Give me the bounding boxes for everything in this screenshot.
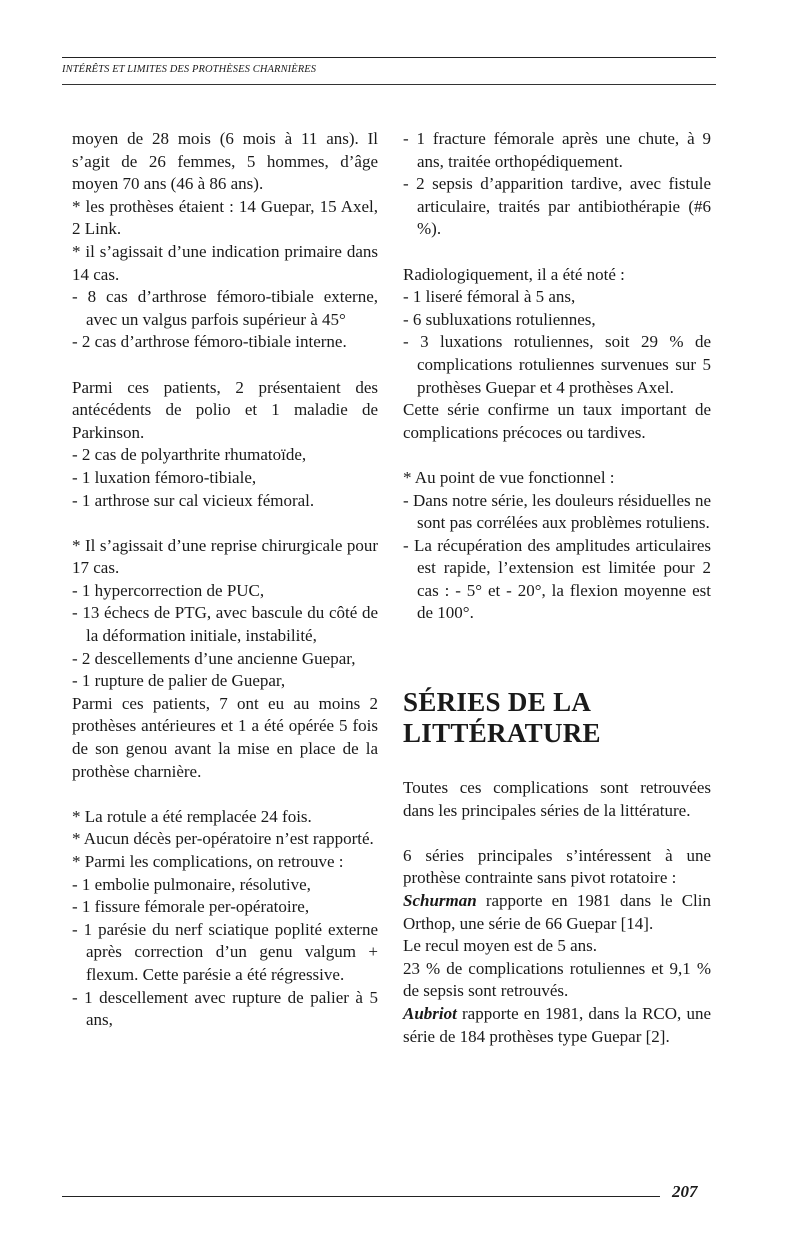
list-item: - 1 hypercorrection de PUC,: [72, 580, 265, 600]
paragraph: Le recul moyen est de 5 ans.: [403, 936, 598, 956]
header-rule: [62, 57, 716, 58]
list-item: - 1 luxation fémoro-tibiale,: [72, 467, 257, 487]
left-column: [72, 128, 378, 1032]
list-item: - 2 cas d’arthrose fémoro-tibiale interne.: [72, 332, 347, 352]
paragraph: [403, 890, 711, 935]
paragraph: * il s’agissait d’une indication primaire dans 14 cas.: [72, 241, 378, 284]
list-item: - 13 échecs de PTG, avec bascule du côté de la déformation initiale, instabilité,: [72, 603, 378, 646]
paragraph: * Il s’agissait d’une reprise chirurgicale pour 17 cas.: [72, 535, 378, 578]
paragraph: * Au point de vue fonctionnel :: [403, 467, 615, 487]
list-item: - 6 subluxations rotuliennes,: [403, 309, 596, 329]
right-column: [403, 128, 711, 1048]
paragraph: Parmi ces patients, 2 présentaient des antécédents de polio et 1 maladie de Parkinson.: [72, 377, 378, 442]
author-name: Aubriot: [403, 1004, 457, 1023]
list-item: - 2 descellements d’une ancienne Guepar,: [72, 648, 356, 668]
page-number: 207: [672, 1182, 698, 1201]
paragraph: * Aucun décès per-opératoire n’est rapporté.: [72, 829, 374, 849]
list-item: - 1 fracture fémorale après une chute, à 9 ans, traitée orthopédiquement.: [403, 129, 711, 171]
list-item: - 1 rupture de palier de Guepar,: [72, 671, 286, 691]
author-name: Schurman: [403, 891, 477, 911]
paragraph: * Parmi les complications, on retrouve :: [72, 852, 344, 871]
list-item: - 2 sepsis d’apparition tardive, avec fistule articulaire, traités par antibiothérapie (#6 %).: [403, 174, 711, 239]
running-title: INTÉRÊTS ET LIMITES DES PROTHÈSES CHARNIÈRES: [62, 64, 317, 75]
list-item: - Dans notre série, les douleurs résiduelles ne sont pas corrélées aux problèmes rotuliens.: [403, 490, 711, 533]
paragraph: * La rotule a été remplacée 24 fois.: [72, 806, 312, 826]
paragraph-text: rapporte en 1981, dans la RCO, une série de 184 prothèses type Guepar [2].: [403, 1004, 711, 1046]
list-item: - 1 arthrose sur cal vicieux fémoral.: [72, 490, 315, 510]
list-item: - 1 parésie du nerf sciatique poplité externe après correction d’un genu valgum + flexum. Cette parésie a été régressive.: [72, 919, 378, 984]
paragraph: [403, 1003, 711, 1048]
section-heading: [403, 687, 711, 749]
section-heading-line2: LITTÉRATURE: [403, 718, 601, 749]
paragraph: 6 séries principales s’intéressent à une prothèse contrainte sans pivot rotatoire :: [403, 845, 711, 888]
list-item: - 1 liseré fémoral à 5 ans,: [403, 287, 576, 307]
footer-rule: [62, 1196, 660, 1197]
paragraph-text: rapporte en 1981 dans le Clin Orthop, une série de 66 Guepar [14].: [403, 891, 711, 933]
header-rule-bottom: [62, 84, 716, 85]
list-item: - 3 luxations rotuliennes, soit 29 % de complications rotuliennes survenues sur 5 prothèses Guepar et 4 prothèses Axel.: [403, 332, 711, 397]
list-item: - 8 cas d’arthrose fémoro-tibiale externe, avec un valgus parfois supérieur à 45°: [72, 287, 378, 329]
list-item: - La récupération des amplitudes articulaires est rapide, l’extension est limitée pour 2 cas : - 5° et - 20°, la flexion moyenne est de 100°.: [403, 535, 711, 623]
paragraph: Radiologiquement, il a été noté :: [403, 264, 625, 284]
section-heading-line1: SÉRIES DE LA: [403, 687, 592, 718]
paragraph: moyen de 28 mois (6 mois à 11 ans). Il s’agit de 26 femmes, 5 hommes, d’âge moyen 70 ans (46 à 86 ans).: [72, 129, 378, 194]
paragraph: Toutes ces complications sont retrouvées dans les principales séries de la littérature.: [403, 778, 711, 820]
list-item: - 1 fissure fémorale per-opératoire,: [72, 897, 310, 917]
list-item: - 1 descellement avec rupture de palier à 5 ans,: [72, 987, 378, 1030]
paragraph: * les prothèses étaient : 14 Guepar, 15 Axel, 2 Link.: [72, 196, 378, 239]
paragraph: Cette série confirme un taux important de complications précoces ou tardives.: [403, 400, 711, 442]
paragraph: 23 % de complications rotuliennes et 9,1 % de sepsis sont retrouvés.: [403, 958, 711, 1001]
list-item: - 2 cas de polyarthrite rhumatoïde,: [72, 445, 307, 465]
paragraph: Parmi ces patients, 7 ont eu au moins 2 prothèses antérieures et 1 a été opérée 5 fois de son genou avant la mise en place de la prothèse charnière.: [72, 693, 378, 781]
list-item: - 1 embolie pulmonaire, résolutive,: [72, 874, 311, 894]
